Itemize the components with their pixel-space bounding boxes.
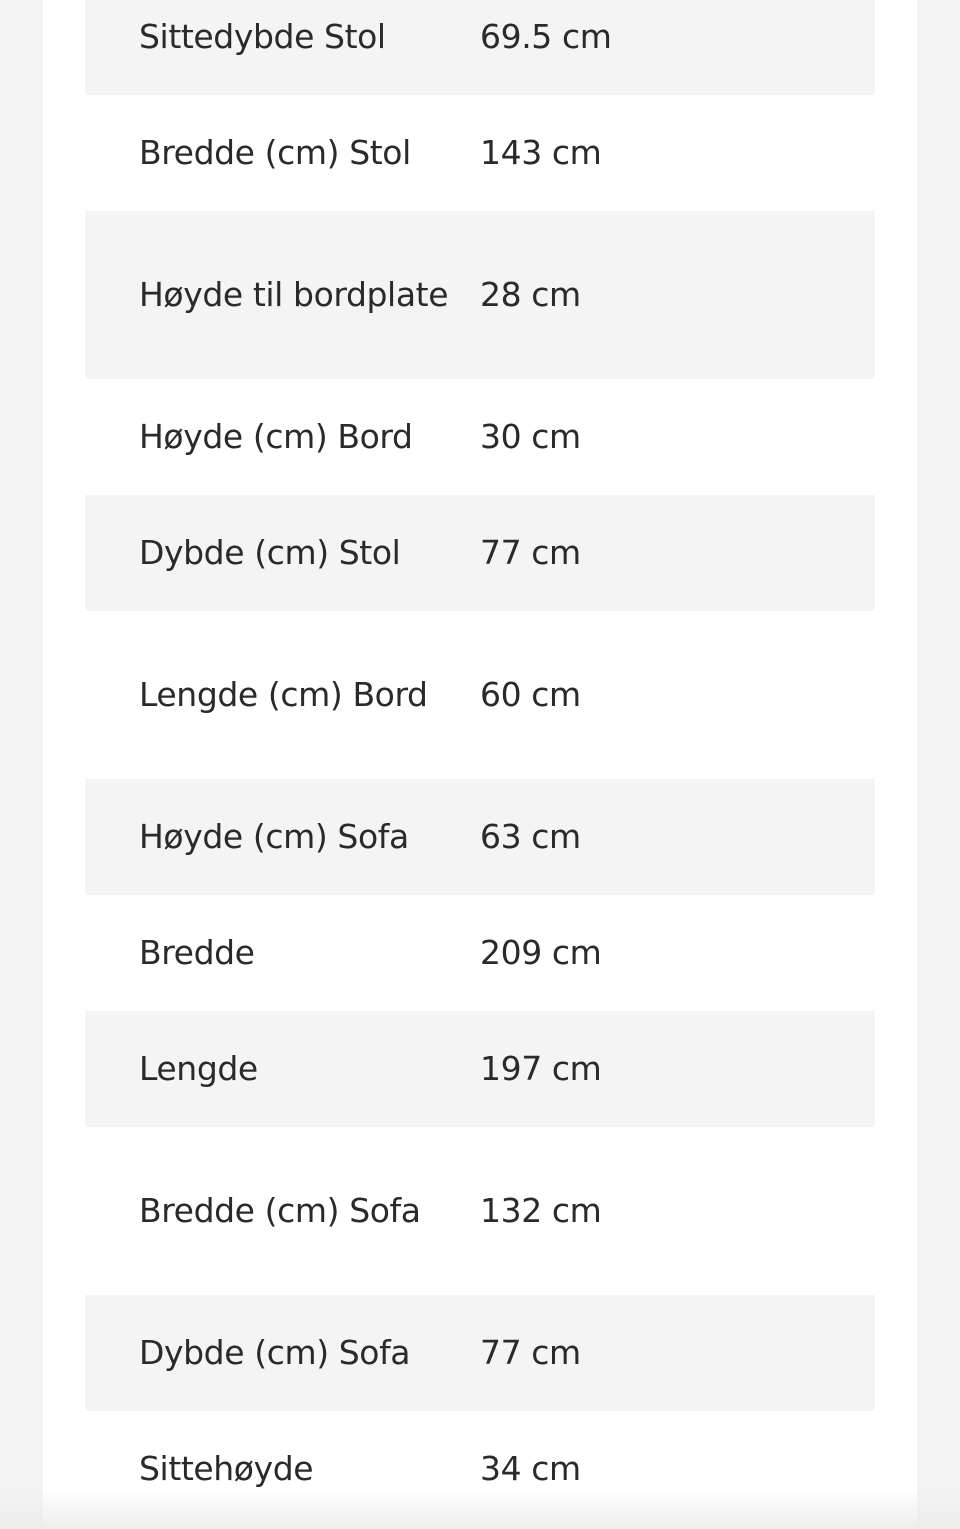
table-row — [85, 95, 875, 211]
spec-label: Lengde (cm) Bord — [139, 675, 428, 714]
spec-value: 197 cm — [480, 1011, 875, 1127]
table-row — [85, 895, 875, 1011]
table-row — [85, 779, 875, 895]
spec-label: Høyde til bordplate — [85, 211, 480, 379]
spec-label: Sittedybde Stol — [85, 0, 480, 95]
spec-table — [85, 0, 875, 1527]
spec-value: 209 cm — [480, 933, 602, 972]
table-row — [85, 211, 875, 379]
table-row — [85, 1127, 875, 1295]
table-row — [85, 495, 875, 611]
spec-value: 28 cm — [480, 211, 875, 379]
spec-value: 60 cm — [480, 675, 581, 714]
spec-value: 30 cm — [480, 417, 581, 456]
spec-value: 77 cm — [480, 1295, 875, 1411]
spec-label: Bredde — [139, 933, 255, 972]
table-row — [85, 1295, 875, 1411]
spec-value: 63 cm — [480, 779, 875, 895]
table-row — [85, 1011, 875, 1127]
table-row — [85, 379, 875, 495]
table-row — [85, 1411, 875, 1527]
spec-card — [43, 0, 917, 1529]
spec-label: Dybde (cm) Stol — [85, 495, 480, 611]
spec-label: Høyde (cm) Bord — [139, 417, 413, 456]
spec-label: Lengde — [85, 1011, 480, 1127]
spec-label: Dybde (cm) Sofa — [85, 1295, 480, 1411]
table-row — [85, 0, 875, 95]
spec-value: 143 cm — [480, 133, 602, 172]
spec-label: Sittehøyde — [139, 1449, 314, 1488]
table-row — [85, 611, 875, 779]
spec-label: Bredde (cm) Sofa — [139, 1191, 421, 1230]
spec-value: 132 cm — [480, 1191, 602, 1230]
spec-value: 69.5 cm — [480, 0, 875, 95]
spec-value: 34 cm — [480, 1449, 581, 1488]
spec-value: 77 cm — [480, 495, 875, 611]
spec-label: Bredde (cm) Stol — [139, 133, 411, 172]
spec-label: Høyde (cm) Sofa — [85, 779, 480, 895]
